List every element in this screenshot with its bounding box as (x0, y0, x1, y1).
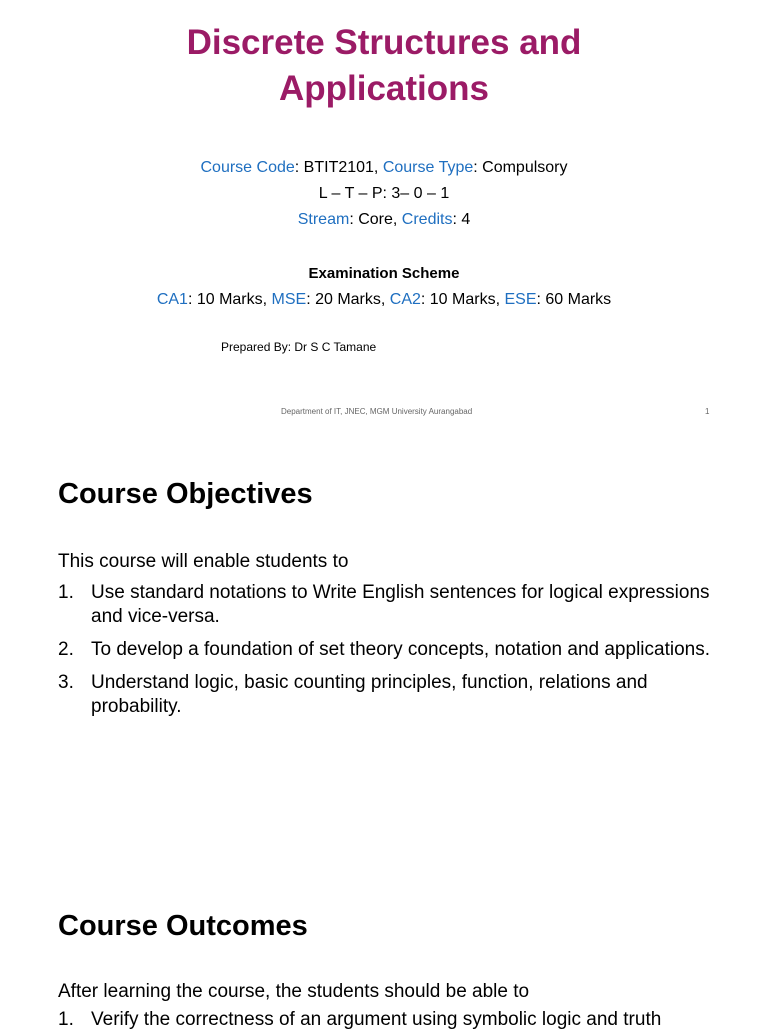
list-item-text: To develop a foundation of set theory concepts, notation and applications. (91, 639, 710, 660)
list-item (58, 1008, 718, 1032)
objectives-slide (0, 432, 768, 864)
mse-value: : 20 Marks, (306, 291, 390, 308)
stream-line (0, 210, 768, 230)
ca2-label: CA2 (389, 291, 421, 308)
page-number: 1 (705, 407, 710, 416)
course-code-label: Course Code (200, 159, 295, 176)
title-line-1: Discrete Structures and (186, 23, 582, 62)
credits-value: : 4 (452, 211, 471, 228)
list-item (58, 671, 718, 719)
stream-value: : Core, (349, 211, 402, 228)
objectives-intro: This course will enable students to (58, 551, 349, 572)
title-slide (0, 0, 768, 432)
exam-scheme-line (0, 290, 768, 310)
course-type-label: Course Type (382, 159, 474, 176)
list-item (58, 638, 718, 662)
list-item-text: Verify the correctness of an argument using symbolic logic and truth (91, 1009, 662, 1030)
list-item-number: 1. (58, 1009, 74, 1030)
exam-heading: Examination Scheme (308, 265, 460, 282)
ca1-value: : 10 Marks, (187, 291, 272, 308)
ltp-line: L – T – P: 3– 0 – 1 (318, 185, 450, 202)
course-code-value: : BTIT2101, (294, 159, 383, 176)
course-type-value: : Compulsory (473, 159, 568, 176)
outcomes-intro: After learning the course, the students should be able to (58, 981, 530, 1002)
list-item-text: Understand logic, basic counting principles, function, relations and probability. (91, 672, 648, 717)
list-item-number: 3. (58, 672, 74, 693)
list-item-number: 2. (58, 639, 74, 660)
outcomes-slide (0, 864, 768, 1030)
prepared-by: Prepared By: Dr S C Tamane (221, 340, 377, 354)
ca1-label: CA1 (156, 291, 188, 308)
ca2-value: : 10 Marks, (420, 291, 505, 308)
course-code-line (0, 158, 768, 178)
objectives-heading: Course Objectives (58, 478, 313, 510)
ese-value: : 60 Marks (536, 291, 612, 308)
outcomes-heading: Course Outcomes (58, 910, 308, 942)
mse-label: MSE (271, 291, 307, 308)
credits-label: Credits (401, 211, 453, 228)
list-item-number: 1. (58, 582, 74, 603)
list-item-text: Use standard notations to Write English sentences for logical expressions and vice-versa. (91, 582, 710, 627)
list-item (58, 581, 718, 629)
title-line-2: Applications (278, 69, 490, 108)
stream-label: Stream (297, 211, 350, 228)
objectives-list (58, 581, 718, 728)
slide-footer: Department of IT, JNEC, MGM University Aurangabad (281, 407, 473, 416)
slide-title (0, 20, 768, 112)
ese-label: ESE (504, 291, 537, 308)
